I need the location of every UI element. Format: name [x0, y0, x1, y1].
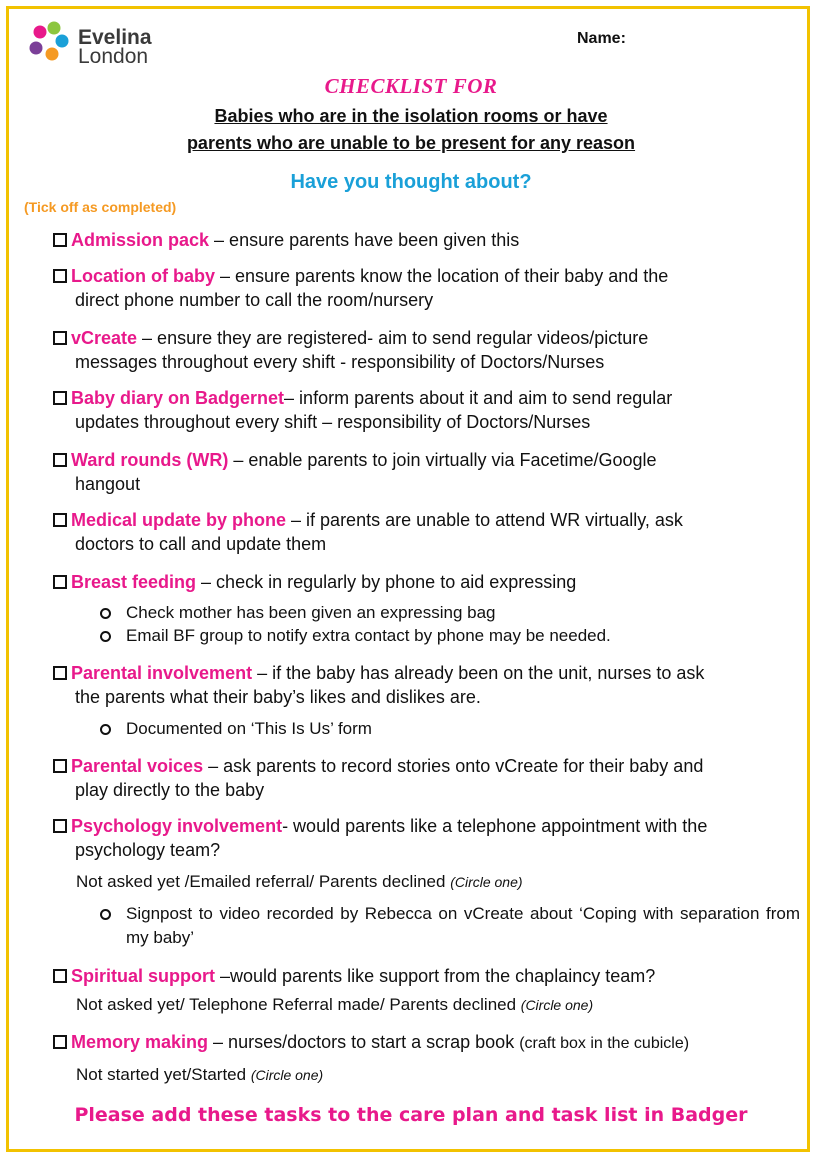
- item-label: Baby diary on Badgernet: [71, 388, 285, 408]
- item-continuation: hangout: [75, 474, 141, 494]
- memory-options[interactable]: [76, 1064, 323, 1086]
- page-title: CHECKLIST FOR: [324, 74, 498, 98]
- checklist-item-admission-pack[interactable]: [53, 228, 800, 252]
- item-label: Parental involvement: [71, 663, 253, 683]
- bullet-circle-icon: [100, 724, 111, 735]
- item-continuation: messages throughout every shift - responsibility of Doctors/Nurses: [75, 352, 605, 372]
- checklist-item-baby-diary[interactable]: [53, 386, 800, 434]
- item-text: – ensure parents know the location of their baby and the: [215, 266, 669, 286]
- item-label: Ward rounds (WR): [71, 450, 229, 470]
- item-text: – inform parents about it and aim to send regular: [284, 388, 673, 408]
- checklist-item-ward-rounds[interactable]: [53, 448, 800, 496]
- item-label: Medical update by phone: [71, 510, 287, 530]
- subtitle-line2: parents who are unable to be present for any reason: [186, 133, 636, 153]
- checkbox-icon[interactable]: [53, 666, 67, 680]
- logo-text: [78, 28, 152, 66]
- subtitle-line1: Babies who are in the isolation rooms or have: [214, 106, 608, 126]
- item-text: – enable parents to join virtually via Facetime/Google: [228, 450, 657, 470]
- checkbox-icon[interactable]: [53, 391, 67, 405]
- logo-line1: Evelina: [78, 26, 152, 49]
- footer-instruction: Please add these tasks to the care plan and task list in Badger: [74, 1104, 748, 1126]
- bullet-circle-icon: [100, 631, 111, 642]
- item-label: Admission pack: [71, 230, 210, 250]
- circle-one-note: (Circle one): [250, 1067, 324, 1083]
- item-text: - would parents like a telephone appointment with the: [282, 816, 708, 836]
- checkbox-icon[interactable]: [53, 575, 67, 589]
- checkbox-icon[interactable]: [53, 331, 67, 345]
- item-continuation: the parents what their baby’s likes and dislikes are.: [75, 687, 481, 707]
- item-text: –would parents like support from the chaplaincy team?: [215, 966, 656, 986]
- checkbox-icon[interactable]: [53, 1035, 67, 1049]
- item-text: – if parents are unable to attend WR virtually, ask: [286, 510, 683, 530]
- checkbox-icon[interactable]: [53, 513, 67, 527]
- checkbox-icon[interactable]: [53, 819, 67, 833]
- checkbox-icon[interactable]: [53, 269, 67, 283]
- item-text: – ensure parents have been given this: [209, 230, 520, 250]
- item-label: Breast feeding: [71, 572, 197, 592]
- circle-one-note: (Circle one): [520, 997, 594, 1013]
- spiritual-options[interactable]: [76, 994, 593, 1016]
- checklist-item-vcreate[interactable]: [53, 326, 800, 374]
- item-label: Location of baby: [71, 266, 215, 286]
- bullet-text: Documented on ‘This Is Us’ form: [126, 719, 372, 738]
- checklist-item-spiritual-support[interactable]: [53, 964, 800, 988]
- logo-line2: London: [78, 45, 149, 68]
- item-note: (craft box in the cubicle): [519, 1035, 690, 1052]
- item-continuation: updates throughout every shift – responsibility of Doctors/Nurses: [75, 412, 591, 432]
- item-label: Spiritual support: [71, 966, 215, 986]
- name-label: Name:: [577, 30, 626, 47]
- options-text: Not asked yet/ Telephone Referral made/ Parents declined: [76, 995, 521, 1014]
- options-text: Not asked yet /Emailed referral/ Parents declined: [76, 872, 451, 891]
- item-text: – ensure they are registered- aim to send regular videos/picture: [137, 328, 649, 348]
- options-text: Not started yet/Started: [76, 1065, 251, 1084]
- checkbox-icon[interactable]: [53, 969, 67, 983]
- item-continuation: psychology team?: [75, 840, 221, 860]
- item-continuation: play directly to the baby: [75, 780, 265, 800]
- item-text: – check in regularly by phone to aid expressing: [196, 572, 577, 592]
- item-text: – nurses/doctors to start a scrap book: [208, 1032, 520, 1052]
- bullet-text: Email BF group to notify extra contact by phone may be needed.: [126, 626, 611, 645]
- checklist-item-psychology[interactable]: [53, 814, 800, 862]
- list-item: [100, 902, 800, 950]
- item-label: Memory making: [71, 1032, 209, 1052]
- checklist-item-breast-feeding[interactable]: [53, 570, 800, 594]
- checklist-item-medical-update[interactable]: [53, 508, 800, 556]
- circle-one-note: (Circle one): [450, 874, 523, 890]
- item-label: Parental voices: [71, 756, 204, 776]
- checklist-item-location-of-baby[interactable]: [53, 264, 800, 312]
- checkbox-icon[interactable]: [53, 453, 67, 467]
- question-heading: Have you thought about?: [290, 171, 532, 193]
- checklist-item-memory-making[interactable]: [53, 1030, 800, 1056]
- bullet-circle-icon: [100, 909, 111, 920]
- bullet-text: Check mother has been given an expressing bag: [126, 603, 496, 622]
- checklist-item-parental-involvement[interactable]: [53, 661, 800, 709]
- bullet-circle-icon: [100, 608, 111, 619]
- item-label: Psychology involvement: [71, 816, 283, 836]
- item-text: – if the baby has already been on the unit, nurses to ask: [252, 663, 705, 683]
- list-item: [100, 624, 800, 648]
- checkbox-icon[interactable]: [53, 759, 67, 773]
- tick-note: (Tick off as completed): [24, 199, 177, 215]
- item-continuation: direct phone number to call the room/nursery: [75, 290, 434, 310]
- item-continuation: doctors to call and update them: [75, 534, 327, 554]
- item-label: vCreate: [71, 328, 138, 348]
- list-item: [100, 601, 800, 625]
- checklist-item-parental-voices[interactable]: [53, 754, 800, 802]
- psychology-options[interactable]: [76, 871, 523, 893]
- item-text: – ask parents to record stories onto vCreate for their baby and: [203, 756, 704, 776]
- list-item: [100, 717, 800, 741]
- checkbox-icon[interactable]: [53, 233, 67, 247]
- bullet-text: Signpost to video recorded by Rebecca on vCreate about ‘Coping with separation from my baby’: [126, 904, 800, 947]
